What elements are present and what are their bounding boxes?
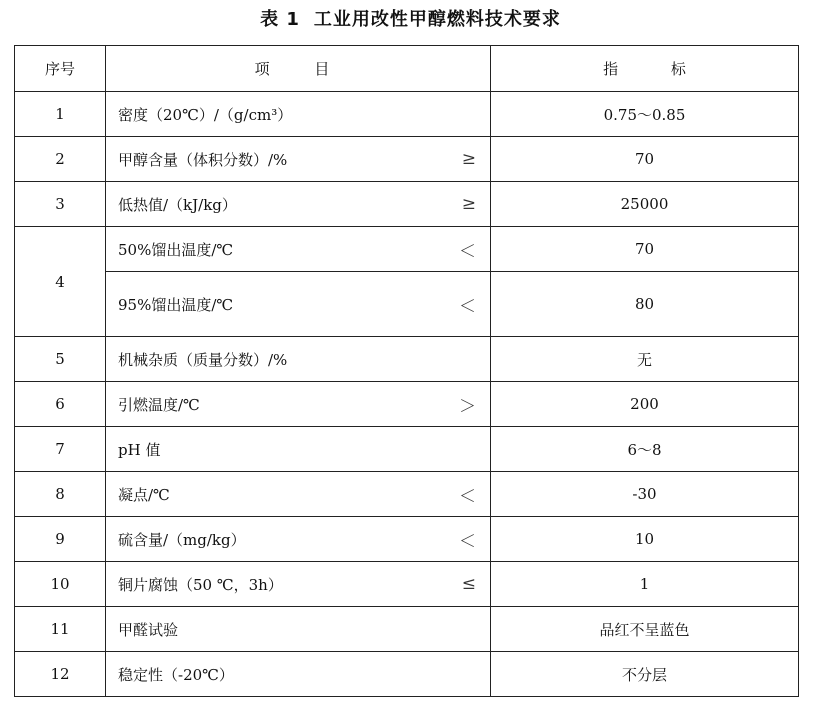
- row-item-label: 密度（20℃）/（g/cm³）: [118, 105, 293, 124]
- row-item: [106, 472, 491, 517]
- table-row: [15, 427, 799, 472]
- row-item-label: 机械杂质（质量分数）/%: [118, 350, 288, 369]
- table-row: [15, 607, 799, 652]
- row-indicator: 1: [491, 562, 799, 607]
- row-item-label: 凝点/℃: [118, 485, 170, 504]
- row-seq: 6: [15, 382, 106, 427]
- header-indicator-label: 指 标: [603, 60, 710, 78]
- row-item: [106, 652, 491, 697]
- row-seq: 4: [15, 227, 106, 337]
- row-seq: 8: [15, 472, 106, 517]
- row-indicator: 无: [491, 337, 799, 382]
- row-item-label: 甲醇含量（体积分数）/%: [118, 150, 288, 169]
- row-indicator: -30: [491, 472, 799, 517]
- row-indicator: 不分层: [491, 652, 799, 697]
- table-header-row: [15, 46, 799, 92]
- row-operator: ≤: [461, 574, 476, 594]
- row-operator: ＜: [459, 531, 476, 552]
- row-operator: ＞: [459, 396, 476, 417]
- row-seq: 11: [15, 607, 106, 652]
- row-seq: 5: [15, 337, 106, 382]
- row-indicator: 6～8: [491, 427, 799, 472]
- row-seq: 3: [15, 182, 106, 227]
- row-seq: 9: [15, 517, 106, 562]
- row-item: [106, 382, 491, 427]
- table-row: [15, 337, 799, 382]
- table-row: [15, 472, 799, 517]
- table-caption: [0, 6, 821, 34]
- row-indicator: 0.75～0.85: [491, 92, 799, 137]
- row-operator: ＜: [459, 296, 476, 317]
- table-row: [15, 182, 799, 227]
- table-number: 表 1: [260, 9, 300, 30]
- row-item: [106, 562, 491, 607]
- row-item: [106, 517, 491, 562]
- row-item: [106, 272, 491, 337]
- row-seq: 2: [15, 137, 106, 182]
- row-item: [106, 427, 491, 472]
- row-item-label: 50%馏出温度/℃: [118, 240, 234, 259]
- row-item: [106, 607, 491, 652]
- row-indicator: 200: [491, 382, 799, 427]
- row-operator: ≥: [461, 149, 476, 169]
- row-item-label: 甲醛试验: [118, 620, 179, 639]
- table-row: [15, 272, 799, 337]
- header-indicator: [491, 46, 799, 92]
- row-item-label: 低热值/（kJ/kg）: [118, 195, 237, 214]
- table-title: 工业用改性甲醇燃料技术要求: [313, 9, 561, 30]
- row-indicator: 品红不呈蓝色: [491, 607, 799, 652]
- row-item-label: 稳定性（-20℃）: [118, 665, 234, 684]
- row-item-label: 铜片腐蚀（50 ℃，3h）: [118, 575, 283, 594]
- table-row: [15, 92, 799, 137]
- table-row: [15, 562, 799, 607]
- table-row: [15, 652, 799, 697]
- row-indicator: 25000: [491, 182, 799, 227]
- row-item: [106, 182, 491, 227]
- row-operator: ＜: [459, 241, 476, 262]
- row-seq: 12: [15, 652, 106, 697]
- row-seq: 10: [15, 562, 106, 607]
- row-item-label: 硫含量/（mg/kg）: [118, 530, 246, 549]
- row-indicator: 70: [491, 227, 799, 272]
- row-item-label: 引燃温度/℃: [118, 395, 200, 414]
- spec-table: [14, 45, 799, 697]
- row-operator: ＜: [459, 486, 476, 507]
- row-item: [106, 337, 491, 382]
- row-indicator: 10: [491, 517, 799, 562]
- table-row: [15, 382, 799, 427]
- table-row: [15, 137, 799, 182]
- row-seq: 1: [15, 92, 106, 137]
- row-item: [106, 227, 491, 272]
- row-operator: ≥: [461, 194, 476, 214]
- row-item-label: pH 值: [118, 440, 161, 459]
- table-row: [15, 227, 799, 272]
- header-seq: 序号: [15, 46, 106, 92]
- header-item: 项 目: [106, 46, 491, 92]
- row-indicator: 80: [491, 272, 799, 337]
- row-item-label: 95%馏出温度/℃: [118, 295, 234, 314]
- row-item: [106, 137, 491, 182]
- table-row: [15, 517, 799, 562]
- row-indicator: 70: [491, 137, 799, 182]
- row-seq: 7: [15, 427, 106, 472]
- row-item: [106, 92, 491, 137]
